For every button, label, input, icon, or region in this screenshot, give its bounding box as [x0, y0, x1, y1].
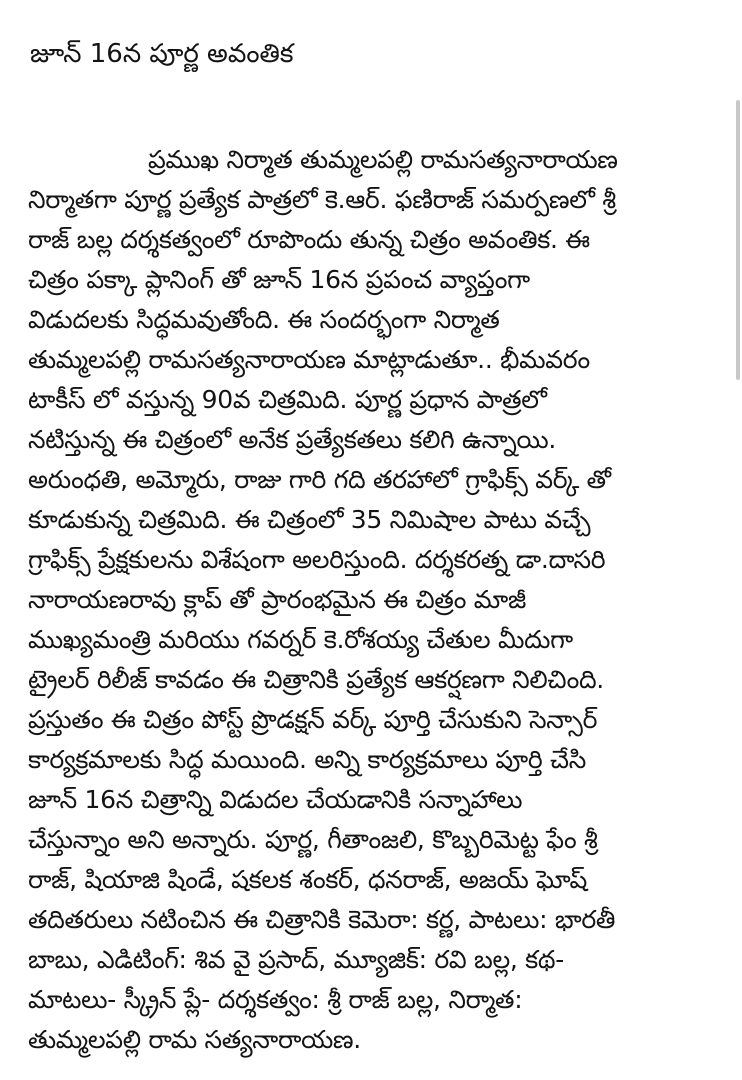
scrollbar[interactable] [736, 100, 740, 380]
paragraph-line: రాజ్, షియాజి షిండే, షకలక శంకర్, ధనరాజ్, అజయ్ ఘోష్ [28, 865, 587, 894]
document-title: జూన్ 16న పూర్ణ అవంతిక [30, 39, 294, 69]
paragraph-line: చేస్తున్నాం అని అన్నారు. పూర్ణ, గీతాంజలి, కొబ్బరిమెట్ట ఫేం శ్రీ [28, 825, 598, 854]
paragraph-line: అరుంధతి, అమ్మోరు, రాజు గారి గది తరహాలో గ్రాఫిక్స్ వర్క్ తో [28, 465, 611, 494]
paragraph-line: ముఖ్యమంత్రి మరియు గవర్నర్ కె.రోశయ్య చేతుల మీదుగా [28, 625, 573, 654]
paragraph-line: గ్రాఫిక్స్ ప్రేక్షకులను విశేషంగా అలరిస్తుంది. దర్శకరత్న డా.దాసరి [28, 545, 606, 574]
paragraph-line: రాజ్ బల్ల దర్శకత్వంలో రూపొందు తున్న చిత్రం అవంతిక. ఈ [28, 225, 590, 254]
paragraph-line: తుమ్మలపల్లి రామసత్యనారాయణ మాట్లాడుతూ.. భీమవరం [28, 345, 590, 374]
paragraph-line: నటిస్తున్న ఈ చిత్రంలో అనేక ప్రత్యేకతలు కలిగి ఉన్నాయి. [28, 425, 557, 454]
paragraph-line: తుమ్మలపల్లి రామ సత్యనారాయణ. [28, 1025, 361, 1054]
paragraph-line: నారాయణరావు క్లాప్ తో ప్రారంభమైన ఈ చిత్రం మాజీ [28, 585, 526, 614]
paragraph-line: నిర్మాతగా పూర్ణ ప్రత్యేక పాత్రలో కె.ఆర్. ఫణిరాజ్ సమర్పణలో శ్రీ [28, 185, 616, 214]
paragraph-line: ప్రస్తుతం ఈ చిత్రం పోస్ట్ ప్రొడక్షన్ వర్క్ పూర్తి చేసుకుని సెన్సార్ [28, 705, 598, 734]
paragraph-line: తదితరులు నటించిన ఈ చిత్రానికి కెమెరా: కర్ణ, పాటలు: భారతీ [28, 905, 616, 934]
paragraph-line: టాకీస్ లో వస్తున్న 90వ చిత్రమిది. పూర్ణ ప్రధాన పాత్రలో [28, 385, 547, 414]
paragraph-line: కార్యక్రమాలకు సిద్ధ మయింది. అన్ని కార్యక్రమాలు పూర్తి చేసి [28, 745, 586, 774]
paragraph-line: చిత్రం పక్కా ప్లానింగ్ తో జూన్ 16న ప్రపంచ వ్యాప్తంగా [28, 265, 530, 294]
paragraph-line: మాటలు- స్క్రీన్ ప్లే- దర్శకత్వం: శ్రీ రాజ్ బల్ల, నిర్మాత: [28, 985, 523, 1014]
paragraph-line: విడుదలకు సిద్ధమవుతోంది. ఈ సందర్భంగా నిర్మాత [28, 305, 500, 334]
paragraph-line: జూన్ 16న చిత్రాన్ని విడుదల చేయడానికి సన్నాహాలు [28, 785, 523, 814]
paragraph-line: ట్రైలర్ రిలీజ్ కావడం ఈ చిత్రానికి ప్రత్యేక ఆకర్షణగా నిలిచింది. [28, 665, 604, 694]
paragraph-line: కూడుకున్న చిత్రమిది. ఈ చిత్రంలో 35 నిమిషాల పాటు వచ్చే [28, 505, 591, 534]
paragraph-line: ప్రముఖ నిర్మాత తుమ్మలపల్లి రామసత్యనారాయణ [148, 145, 618, 174]
paragraph-line: బాబు, ఎడిటింగ్: శివ వై ప్రసాద్, మ్యూజిక్: రవి బల్ల, కథ- [28, 945, 565, 974]
